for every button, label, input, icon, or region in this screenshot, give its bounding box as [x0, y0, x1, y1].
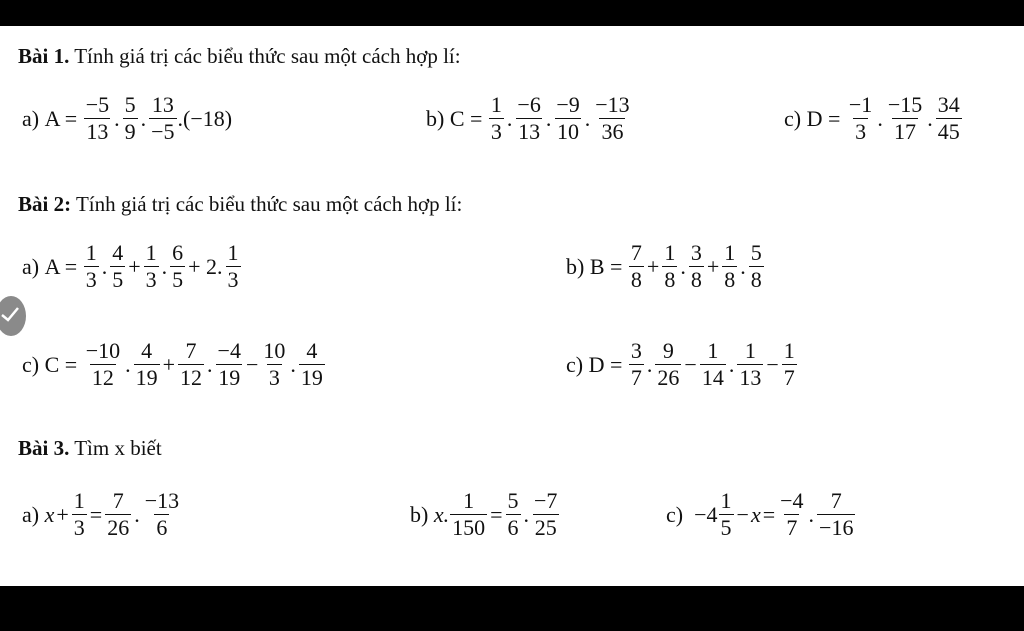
- exercise-1c: [784, 92, 963, 146]
- fraction: [170, 240, 185, 294]
- numerator: −5: [85, 92, 110, 117]
- fraction: [178, 338, 204, 392]
- operator: .: [728, 351, 735, 377]
- denominator: 3: [268, 365, 280, 391]
- operator: +: [646, 253, 660, 279]
- operator: .: [506, 105, 513, 131]
- operator: .: [523, 501, 530, 527]
- exercise-1b: [426, 92, 633, 146]
- exercise-1-instruction: Tính giá trị các biểu thức sau một cách hợp lí:: [69, 44, 461, 68]
- mixed-number-whole: −4: [694, 501, 718, 527]
- fraction: [261, 338, 287, 392]
- fraction: [737, 338, 763, 392]
- operator: −: [766, 351, 779, 377]
- numerator: 4: [306, 338, 318, 363]
- numerator: 1: [463, 488, 475, 513]
- exercise-2d: [566, 338, 798, 392]
- exercise-2-number: Bài 2:: [18, 192, 72, 216]
- denominator: 26: [657, 365, 680, 391]
- numerator: 1: [707, 338, 719, 363]
- operator: .: [584, 105, 591, 131]
- exercise-3-heading: [18, 436, 162, 461]
- operator: + 2.: [188, 253, 223, 279]
- fraction: [110, 240, 125, 294]
- fraction: [700, 338, 726, 392]
- denominator: 19: [300, 365, 323, 391]
- fraction: [143, 488, 181, 542]
- exercise-1-heading: [18, 44, 461, 69]
- equals-sign: =: [89, 501, 103, 527]
- numerator: 13: [151, 92, 174, 117]
- fraction: [817, 488, 855, 542]
- numerator: 1: [783, 338, 795, 363]
- exercise-2-heading: [18, 192, 462, 217]
- denominator: 8: [630, 267, 642, 293]
- fraction: [847, 92, 874, 146]
- numerator: −1: [848, 92, 873, 117]
- denominator: 5: [720, 515, 732, 541]
- denominator: 5: [112, 267, 124, 293]
- denominator: 36: [601, 119, 624, 145]
- numerator: 1: [145, 240, 157, 265]
- denominator: 9: [124, 119, 136, 145]
- operator: +: [706, 253, 720, 279]
- denominator: 19: [135, 365, 158, 391]
- operator: .: [114, 105, 120, 131]
- operator: .: [134, 501, 140, 527]
- denominator: 5: [172, 267, 184, 293]
- check-mark-icon: [0, 306, 20, 322]
- fraction: [593, 92, 631, 146]
- fraction: [84, 240, 99, 294]
- denominator: 25: [534, 515, 557, 541]
- label-c: c): [566, 351, 584, 377]
- numerator: 7: [630, 240, 642, 265]
- fraction: [506, 488, 521, 542]
- numerator: 1: [85, 240, 97, 265]
- label-a: a): [22, 105, 40, 131]
- label-b: b): [410, 501, 429, 527]
- denominator: −5: [151, 119, 175, 145]
- numerator: −7: [534, 488, 558, 513]
- numerator: 1: [73, 488, 85, 513]
- fraction: [84, 338, 122, 392]
- check-icon[interactable]: [0, 296, 26, 336]
- numerator: 7: [830, 488, 842, 513]
- equals-sign: =: [490, 501, 503, 527]
- numerator: 7: [185, 338, 197, 363]
- numerator: −4: [780, 488, 804, 513]
- fraction: [72, 488, 87, 542]
- operator: .: [101, 253, 108, 279]
- numerator: 1: [724, 240, 736, 265]
- denominator: 3: [85, 267, 97, 293]
- numerator: 1: [720, 488, 732, 513]
- numerator: 1: [664, 240, 676, 265]
- numerator: 6: [172, 240, 184, 265]
- fraction: [886, 92, 924, 146]
- fraction: [134, 338, 160, 392]
- lhs-A: A =: [44, 105, 78, 131]
- operator: .: [740, 253, 746, 279]
- numerator: 5: [124, 92, 136, 117]
- document-page: [0, 26, 1024, 586]
- numerator: −15: [887, 92, 923, 117]
- operator: .: [207, 351, 213, 377]
- numerator: −6: [517, 92, 541, 117]
- exercise-1a: [22, 92, 232, 146]
- operator: .: [808, 501, 815, 527]
- denominator: 6: [156, 515, 168, 541]
- lhs-A: A =: [44, 253, 78, 279]
- fraction: [123, 92, 138, 146]
- denominator: 3: [227, 267, 239, 293]
- fraction: [629, 240, 644, 294]
- numerator: −9: [556, 92, 580, 117]
- denominator: 7: [786, 515, 798, 541]
- exercise-2b: [566, 240, 765, 294]
- label-a: a): [22, 253, 40, 279]
- numerator: 3: [630, 338, 642, 363]
- denominator: 45: [937, 119, 960, 145]
- variable-x: x.: [433, 501, 450, 527]
- denominator: 17: [894, 119, 917, 145]
- operator: .: [680, 253, 686, 279]
- fraction: [226, 240, 241, 294]
- exercise-2c: [22, 338, 326, 392]
- equals-sign: =: [762, 501, 776, 527]
- numerator: 9: [662, 338, 674, 363]
- fraction: [450, 488, 487, 542]
- lhs-D: D =: [588, 351, 623, 377]
- numerator: 34: [937, 92, 960, 117]
- denominator: −16: [819, 515, 854, 541]
- label-c: c): [784, 105, 802, 131]
- denominator: 13: [518, 119, 541, 145]
- lhs-D: D =: [806, 105, 841, 131]
- label-a: a): [22, 501, 40, 527]
- fraction: [144, 240, 159, 294]
- operator: .: [161, 253, 168, 279]
- exercise-3-instruction: Tìm x biết: [69, 436, 162, 460]
- fraction: [662, 240, 677, 294]
- variable-x: x: [750, 501, 761, 527]
- denominator: 12: [91, 365, 114, 391]
- operator: .: [140, 105, 147, 131]
- label-c: c): [22, 351, 40, 377]
- operator: −: [684, 351, 697, 377]
- denominator: 150: [452, 515, 486, 541]
- exercise-3-number: Bài 3.: [18, 436, 70, 460]
- denominator: 8: [690, 267, 702, 293]
- fraction: [936, 92, 962, 146]
- operator: −: [736, 501, 749, 527]
- label-b: b): [426, 105, 445, 131]
- denominator: 13: [739, 365, 762, 391]
- denominator: 13: [86, 119, 109, 145]
- fraction: [532, 488, 559, 542]
- fraction: [629, 338, 644, 392]
- operator: .: [290, 351, 296, 377]
- numerator: 3: [690, 240, 702, 265]
- operator: .: [646, 351, 653, 377]
- fraction: [105, 488, 131, 542]
- lhs-B: B =: [589, 253, 623, 279]
- denominator: 3: [145, 267, 157, 293]
- exercise-1-number: Bài 1.: [18, 44, 70, 68]
- operator: .: [877, 105, 883, 131]
- operator: −: [245, 351, 259, 377]
- numerator: 1: [744, 338, 756, 363]
- denominator: 7: [630, 365, 642, 391]
- exercise-3a: [22, 488, 182, 542]
- label-b: b): [566, 253, 585, 279]
- exercise-2a: [22, 240, 242, 294]
- fraction: [84, 92, 111, 146]
- operator: .: [927, 105, 933, 131]
- operator: .: [125, 351, 131, 377]
- operator: .: [545, 105, 552, 131]
- numerator: 10: [263, 338, 286, 363]
- label-c: c): [666, 501, 684, 527]
- denominator: 14: [701, 365, 724, 391]
- denominator: 3: [490, 119, 502, 145]
- fraction: [749, 240, 764, 294]
- numerator: −13: [595, 92, 630, 117]
- denominator: 19: [218, 365, 241, 391]
- numerator: 4: [141, 338, 153, 363]
- numerator: −4: [217, 338, 241, 363]
- lhs-C: C =: [44, 351, 78, 377]
- denominator: 8: [724, 267, 736, 293]
- numerator: 7: [112, 488, 124, 513]
- exercise-3c: [666, 488, 856, 542]
- denominator: 6: [507, 515, 519, 541]
- numerator: 4: [112, 240, 124, 265]
- fraction: [689, 240, 704, 294]
- denominator: 8: [664, 267, 676, 293]
- fraction: [554, 92, 581, 146]
- denominator: 3: [855, 119, 867, 145]
- trailing-factor: .(−18): [177, 105, 233, 131]
- operator: +: [56, 501, 69, 527]
- fraction: [149, 92, 176, 146]
- variable-x: x: [44, 501, 55, 527]
- fraction: [722, 240, 737, 294]
- denominator: 10: [557, 119, 580, 145]
- exercise-2-instruction: Tính giá trị các biểu thức sau một cách hợp lí:: [71, 192, 463, 216]
- denominator: 7: [783, 365, 795, 391]
- numerator: 1: [227, 240, 239, 265]
- exercise-3b: [410, 488, 560, 542]
- operator: +: [162, 351, 176, 377]
- fraction: [489, 92, 504, 146]
- fraction: [782, 338, 797, 392]
- denominator: 12: [180, 365, 203, 391]
- fraction: [515, 92, 542, 146]
- denominator: 8: [750, 267, 762, 293]
- numerator: −13: [144, 488, 180, 513]
- numerator: 5: [507, 488, 519, 513]
- fraction: [719, 488, 734, 542]
- fraction: [299, 338, 325, 392]
- fraction: [216, 338, 243, 392]
- numerator: 5: [750, 240, 762, 265]
- denominator: 26: [107, 515, 130, 541]
- lhs-C: C =: [449, 105, 483, 131]
- fraction: [778, 488, 805, 542]
- fraction: [655, 338, 681, 392]
- denominator: 3: [73, 515, 85, 541]
- operator: +: [128, 253, 141, 279]
- numerator: −10: [85, 338, 121, 363]
- numerator: 1: [490, 92, 502, 117]
